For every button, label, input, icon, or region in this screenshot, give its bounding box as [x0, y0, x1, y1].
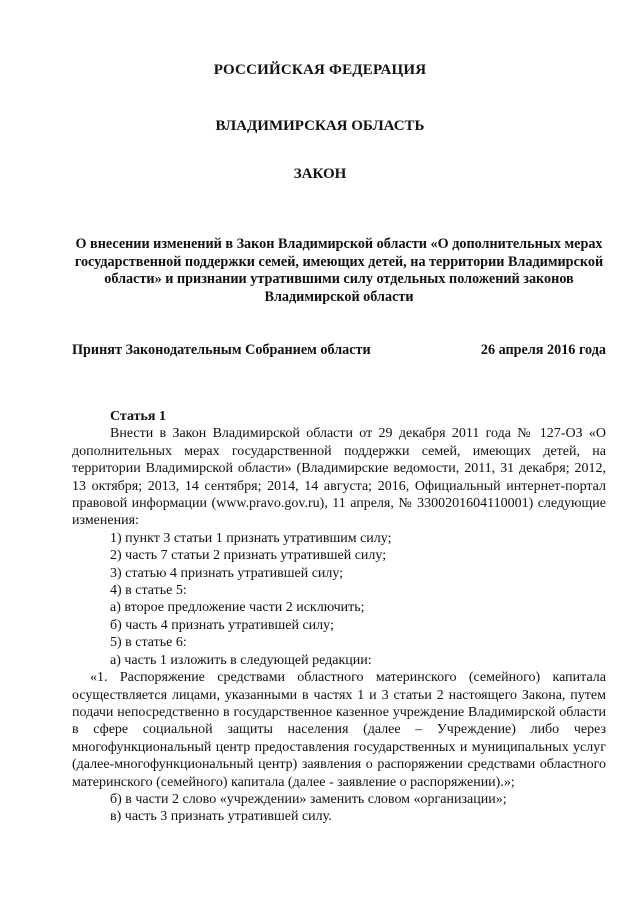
list-item: 2) часть 7 статьи 2 признать утратившей силу;	[110, 548, 387, 564]
adoption-line	[72, 342, 606, 359]
adopted-by: Принят Законодательным Собранием области	[72, 342, 371, 358]
article-heading: Статья 1	[110, 409, 166, 424]
list-item: 1) пункт 3 статьи 1 признать утратившим силу;	[110, 530, 392, 546]
list-item: 5) в статье 6:	[110, 635, 187, 651]
article-body	[72, 408, 606, 826]
list-item: а) часть 1 изложить в следующей редакции:	[110, 652, 372, 668]
list-item: б) часть 4 признать утратившей силу;	[110, 617, 334, 633]
list-item: 3) статью 4 признать утратившей силу;	[110, 565, 344, 581]
article-intro: Внести в Закон Владимирской области от 29 декабря 2011 года № 127-ОЗ «О дополнительных мерах государственной поддержки семей, имеющих детей, на территории Владимирской области» (Владимирские ведомости, 2011, 31 декабря; 2012, 13 октября; 2013, 14 сентября; 2014, 14 августа; 2016, Официальный интернет-портал правовой информации (www.pravo.gov.ru), 11 апреля, № 3300201604110001) следующие изменения:	[72, 426, 606, 529]
country-heading: РОССИЙСКАЯ ФЕДЕРАЦИЯ	[213, 62, 427, 78]
document-type-heading: ЗАКОН	[293, 166, 347, 182]
list-item: а) второе предложение части 2 исключить;	[110, 600, 365, 616]
list-item: в) часть 3 признать утратившей силу.	[110, 809, 332, 825]
quoted-paragraph: «1. Распоряжение средствами областного материнского (семейного) капитала осуществляется лицами, указанными в частях 1 и 3 статьи 2 настоящего Закона, путем подачи непосредственно в государственное казенное учреждение Владимирской области в сфере социальной защиты населения (далее – Учреждение) либо через многофункциональный центр предоставления государственных и муниципальных услуг (далее-многофункциональный центр) заявления о распоряжении средствами областного материнского (семейного) капитала (далее - заявление о распоряжении).»;	[72, 670, 606, 790]
region-heading: ВЛАДИМИРСКАЯ ОБЛАСТЬ	[215, 118, 425, 134]
law-title: О внесении изменений в Закон Владимирской области «О дополнительных мерах государственной поддержки семей, имеющих детей, на территории Владимирской области» и признании утратившими силу отдельных положений законов Владимирской области	[74, 236, 604, 305]
list-item: 4) в статье 5:	[110, 583, 187, 599]
list-item: б) в части 2 слово «учреждении» заменить словом «организации»;	[110, 791, 507, 807]
adoption-date: 26 апреля 2016 года	[480, 342, 606, 358]
